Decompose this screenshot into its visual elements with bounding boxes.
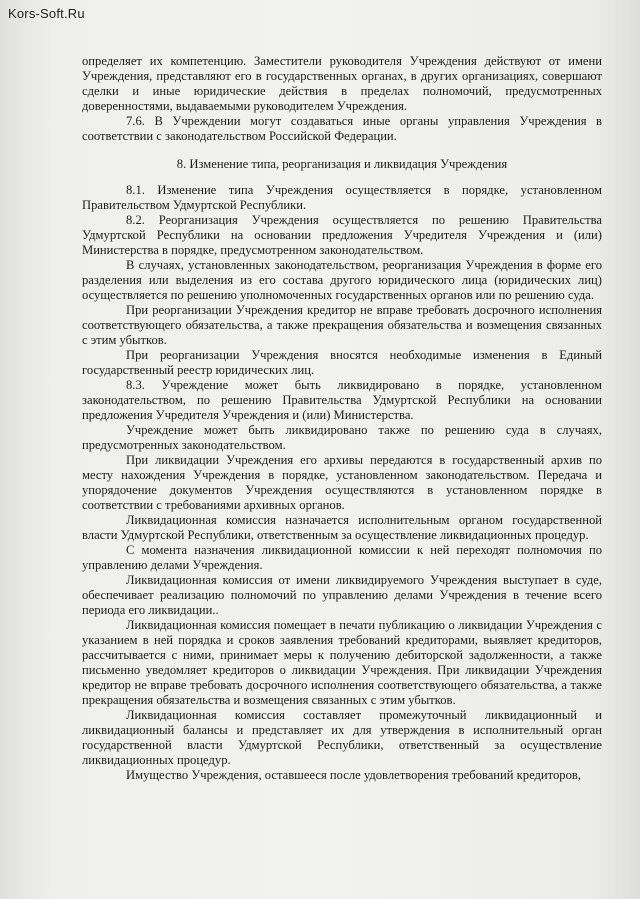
paragraph: При реорганизации Учреждения вносятся необходимые изменения в Единый государственный реестр юридических лиц. [82,348,602,377]
paragraph: При реорганизации Учреждения кредитор не вправе требовать досрочного исполнения соответствующего обязательства, а также прекращения обязательства и возмещения связанных с этим убытков. [82,303,602,347]
paragraph: Ликвидационная комиссия помещает в печати публикацию о ликвидации Учреждения с указанием в ней порядка и сроков заявления требований кредиторами, выявляет кредиторов, рассчитывается с ними, принимает меры к получению дебиторской задолженности, а также письменно уведомляет кредиторов о ликвидации Учреждения. При ликвидации Учреждения кредитор не вправе требовать досрочного исполнения соответствующего обязательства, а также прекращения обязательства и возмещения связанных с этим убытков. [82,618,602,707]
paragraph: 7.6. В Учреждении могут создаваться иные органы управления Учреждения в соответствии с законодательством Российской Федерации. [82,114,602,143]
paragraph: Имущество Учреждения, оставшееся после удовлетворения требований кредиторов, [126,768,581,782]
paragraph: 8.1. Изменение типа Учреждения осуществляется в порядке, установленном Правительством Удмуртской Республики. [82,183,602,212]
document-body [82,54,602,783]
paragraph: С момента назначения ликвидационной комиссии к ней переходят полномочия по управлению делами Учреждения. [82,543,602,572]
paragraph: определяет их компетенцию. Заместители руководителя Учреждения действуют от имени Учреждения, представляют его в государственных органах, в других организациях, совершают сделки и иные юридические действия в пределах полномочий, предусмотренных доверенностями, выдаваемыми руководителем Учреждения. [82,54,602,113]
paragraph: 8.3. Учреждение может быть ликвидировано в порядке, установленном законодательством, по решению Правительства Удмуртской Республики на основании предложения Учредителя Учреждения и (или) Министерства. [82,378,602,422]
paragraph: 8.2. Реорганизация Учреждения осуществляется по решению Правительства Удмуртской Республики на основании предложения Учредителя Учреждения и (или) Министерства в порядке, предусмотренном законодательством. [82,213,602,257]
paragraph: Ликвидационная комиссия от имени ликвидируемого Учреждения выступает в суде, обеспечивает реализацию полномочий по управлению делами Учреждения в течение всего периода его ликвидации.. [82,573,602,617]
paragraph: Учреждение может быть ликвидировано также по решению суда в случаях, предусмотренных законодательством. [82,423,602,452]
section-heading: 8. Изменение типа, реорганизация и ликвидация Учреждения [176,157,508,171]
paragraph: При ликвидации Учреждения его архивы передаются в государственный архив по месту нахождения Учреждения в порядке, установленном законодательством. Передача и упорядочение документов Учреждения осуществляются в установленном порядке в соответствии с требованиями архивных органов. [82,453,602,512]
paragraph: Ликвидационная комиссия назначается исполнительным органом государственной власти Удмуртской Республики, ответственным за осуществление ликвидационных процедур. [82,513,602,542]
site-watermark: Kors-Soft.Ru [8,6,85,21]
paragraph: В случаях, установленных законодательством, реорганизация Учреждения в форме его разделения или выделения из его состава другого юридического лица (юридических лиц) осуществляется по решению уполномоченных государственных органов или по решению суда. [82,258,602,302]
paragraph: Ликвидационная комиссия составляет промежуточный ликвидационный и ликвидационный балансы и представляет их для утверждения в исполнительный орган государственной власти Удмуртской Республики, ответственный за осуществление ликвидационных процедур. [82,708,602,767]
